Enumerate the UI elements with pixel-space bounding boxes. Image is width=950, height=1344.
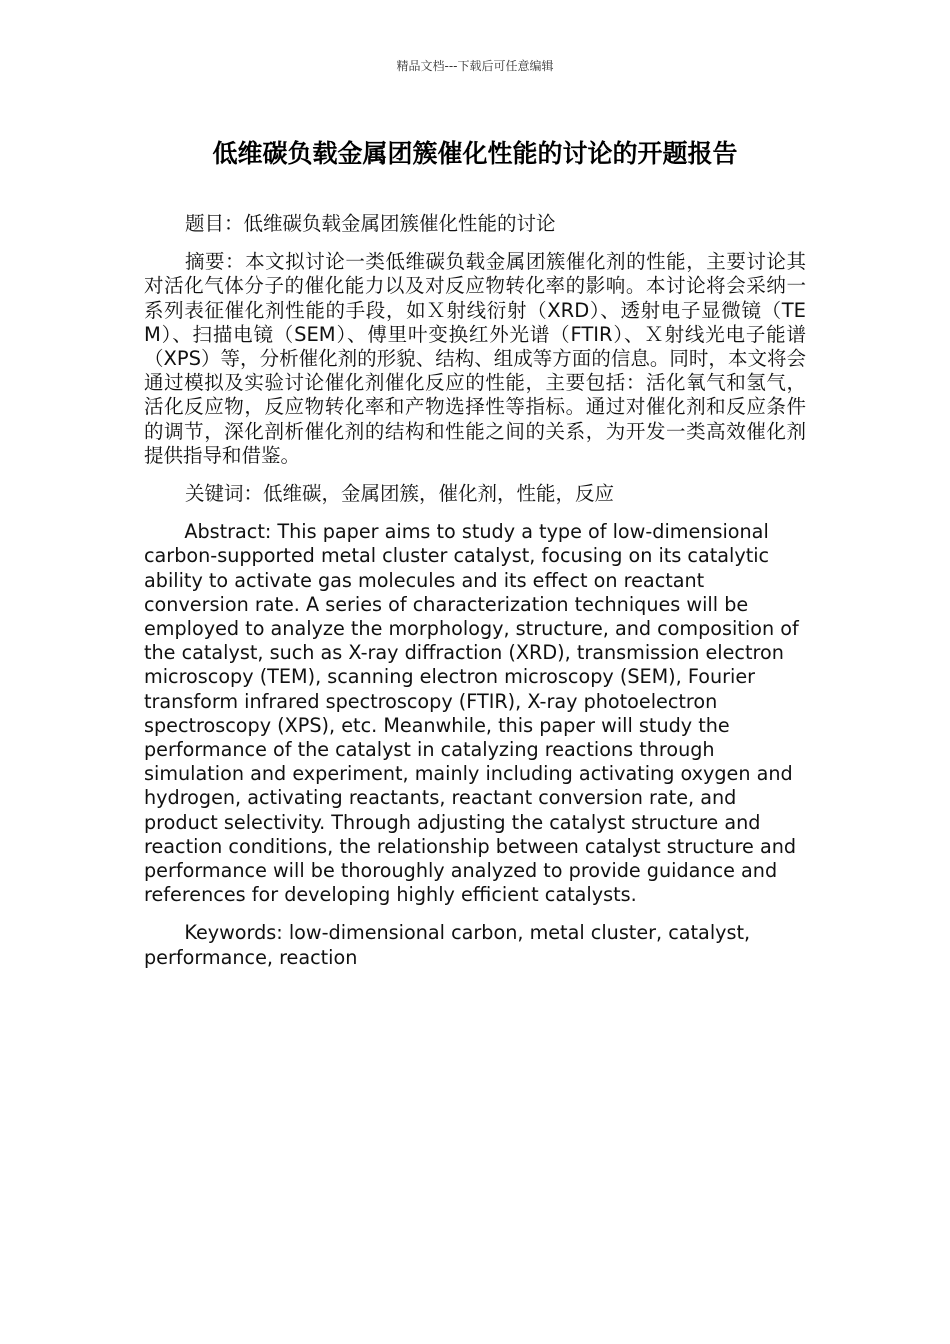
chinese-keywords: 关键词：低维碳，金属团簇，催化剂，性能，反应 [184,482,614,506]
topic-line: 题目：低维碳负载金属团簇催化性能的讨论 [184,212,556,235]
chinese-abstract: 摘要：本文拟讨论一类低维碳负载金属团簇催化剂的性能，主要讨论其对活化气体分子的催化能力以及对反应物转化率的影响。本讨论将会采纳一系列表征催化剂性能的手段，如Ｘ射线衍射（XRD）、透射电子显微镜（TEM）、扫描电镜（SEM）、傅里叶变换红外光谱（FTIR）、Ｘ射线光电子能谱（XPS）等，分析催化剂的形貌、结构、组成等方面的信息。同时，本文将会通过模拟及实验讨论催化剂催化反应的性能，主要包括：活化氧气和氢气，活化反应物，反应物转化率和产物选择性等指标。通过对催化剂和反应条件的调节，深化剖析催化剂的结构和性能之间的关系，为开发一类高效催化剂提供指导和借鉴。 [144,250,806,467]
document-title: 低维碳负载金属团簇催化性能的讨论的开题报告 [212,139,738,168]
page-header: 精品文档---下载后可任意编辑 [396,59,554,73]
english-keywords: Keywords: low-dimensional carbon, metal cluster, catalyst, performance, reaction [144,921,751,969]
english-abstract: Abstract: This paper aims to study a type of low-dimensional carbon-supported metal cluster catalyst, focusing on its catalytic ability to activate gas molecules and its effect on reactant conversion rate. A series of characterization techniques will be employed to analyze the morphology, structure, and composition of the catalyst, such as X-ray diffraction (XRD), transmission electron microscopy (TEM), scanning electron microscopy (SEM), Fourier transform infrared spectroscopy (FTIR), X-ray photoelectron spectroscopy (XPS), etc. Meanwhile, this paper will study the performance of the catalyst in catalyzing reactions through simulation and experiment, mainly including activating oxygen and hydrogen, activating reactants, reactant conversion rate, and product selectivity. Through adjusting the catalyst structure and reaction conditions, the relationship between catalyst structure and performance will be thoroughly analyzed to provide guidance and references for developing highly efficient catalysts. [144,520,799,907]
document-body [144,212,806,984]
